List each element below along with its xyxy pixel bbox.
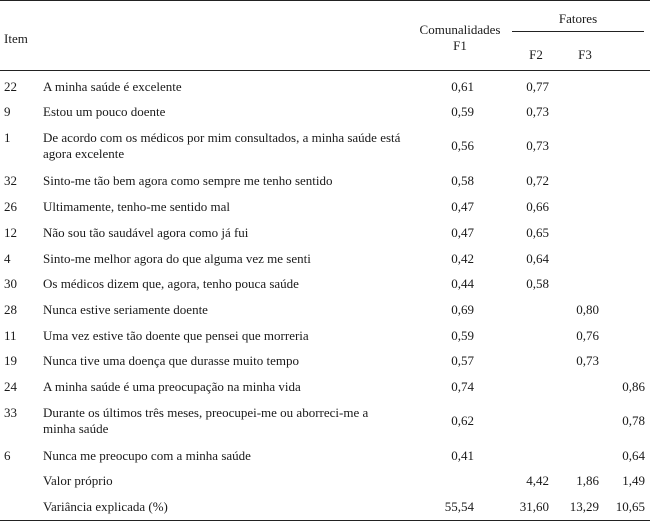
- item-text: A minha saúde é uma preocupação na minha vida: [43, 379, 301, 394]
- header-fatores: Fatores: [558, 11, 598, 26]
- loading-f1-value: 0,66: [526, 199, 549, 214]
- communality-value: 0,74: [451, 379, 474, 394]
- communality-value: 0,69: [451, 302, 474, 317]
- item-text: Nunca me preocupo com a minha saúde: [43, 448, 251, 463]
- item-text: Sinto-me melhor agora do que alguma vez me senti: [43, 251, 311, 266]
- header-bottom-rule: [0, 70, 650, 71]
- item-number: 9: [4, 104, 11, 119]
- item-text: Estou um pouco doente: [43, 104, 166, 119]
- bottom-rule: [0, 520, 650, 521]
- fatores-rule: [512, 31, 644, 32]
- item-text: Não sou tão saudável agora como já fui: [43, 225, 249, 240]
- item-text: A minha saúde é excelente: [43, 79, 182, 94]
- item-number: 32: [4, 173, 17, 188]
- communality-value: 0,59: [451, 104, 474, 119]
- loading-f1-value: 0,65: [526, 225, 549, 240]
- item-number: 28: [4, 302, 17, 317]
- communality-value: 0,62: [451, 413, 474, 428]
- header-f2: F2: [529, 47, 543, 62]
- item-text: Uma vez estive tão doente que pensei que morreria: [43, 328, 309, 343]
- top-rule: [0, 0, 650, 1]
- item-number: 19: [4, 353, 17, 368]
- item-number: 11: [4, 328, 17, 343]
- communality-value: 0,59: [451, 328, 474, 343]
- item-number: 33: [4, 405, 17, 420]
- item-number: 6: [4, 448, 11, 463]
- loading-f3-value: 0,78: [622, 413, 645, 428]
- communality-value: 0,44: [451, 276, 474, 291]
- item-number: 26: [4, 199, 17, 214]
- item-number: 4: [4, 251, 11, 266]
- communality-value: 0,41: [451, 448, 474, 463]
- item-number: 1: [4, 130, 11, 145]
- summary-value: 31,60: [519, 499, 549, 514]
- summary-label: Variância explicada (%): [43, 499, 168, 514]
- item-text: Os médicos dizem que, agora, tenho pouca saúde: [43, 276, 299, 291]
- communality-value: 0,56: [451, 138, 474, 153]
- loading-f1-value: 0,73: [526, 138, 549, 153]
- loading-f1-value: 0,72: [526, 173, 549, 188]
- item-number: 30: [4, 276, 17, 291]
- loading-f1-value: 0,73: [526, 104, 549, 119]
- communality-value: 0,58: [451, 173, 474, 188]
- communality-value: 0,42: [451, 251, 474, 266]
- loading-f2-value: 0,76: [576, 328, 599, 343]
- loading-f1-value: 0,58: [526, 276, 549, 291]
- summary-value: 10,65: [615, 499, 645, 514]
- item-number: 12: [4, 225, 17, 240]
- communality-value: 0,47: [451, 199, 474, 214]
- summary-value: 55,54: [444, 499, 474, 514]
- item-text: Durante os últimos três meses, preocupei-me ou aborreci-me a minha saúde: [43, 405, 369, 436]
- summary-value: 13,29: [569, 499, 599, 514]
- item-text: Ultimamente, tenho-me sentido mal: [43, 199, 231, 214]
- summary-value: 4,42: [526, 473, 549, 488]
- header-item: Item: [4, 31, 28, 46]
- item-text: Nunca estive seriamente doente: [43, 302, 208, 317]
- item-text: Sinto-me tão bem agora como sempre me tenho sentido: [43, 173, 333, 188]
- item-text: De acordo com os médicos por mim consultados, a minha saúde está agora excelente: [43, 130, 401, 161]
- item-text: Nunca tive uma doença que durasse muito tempo: [43, 353, 299, 368]
- summary-label: Valor próprio: [43, 473, 113, 488]
- summary-value: 1,49: [622, 473, 645, 488]
- loading-f2-value: 0,73: [576, 353, 599, 368]
- communality-value: 0,61: [451, 79, 474, 94]
- item-number: 22: [4, 79, 17, 94]
- communality-value: 0,57: [451, 353, 474, 368]
- summary-value: 1,86: [576, 473, 599, 488]
- header-f3: F3: [578, 47, 592, 62]
- loading-f3-value: 0,86: [622, 379, 645, 394]
- loading-f1-value: 0,77: [526, 79, 549, 94]
- loading-f1-value: 0,64: [526, 251, 549, 266]
- communality-value: 0,47: [451, 225, 474, 240]
- header-f1: F1: [453, 38, 467, 53]
- item-number: 24: [4, 379, 17, 394]
- header-comunalidades: Comunalidades: [419, 22, 501, 37]
- loading-f3-value: 0,64: [622, 448, 645, 463]
- loading-f2-value: 0,80: [576, 302, 599, 317]
